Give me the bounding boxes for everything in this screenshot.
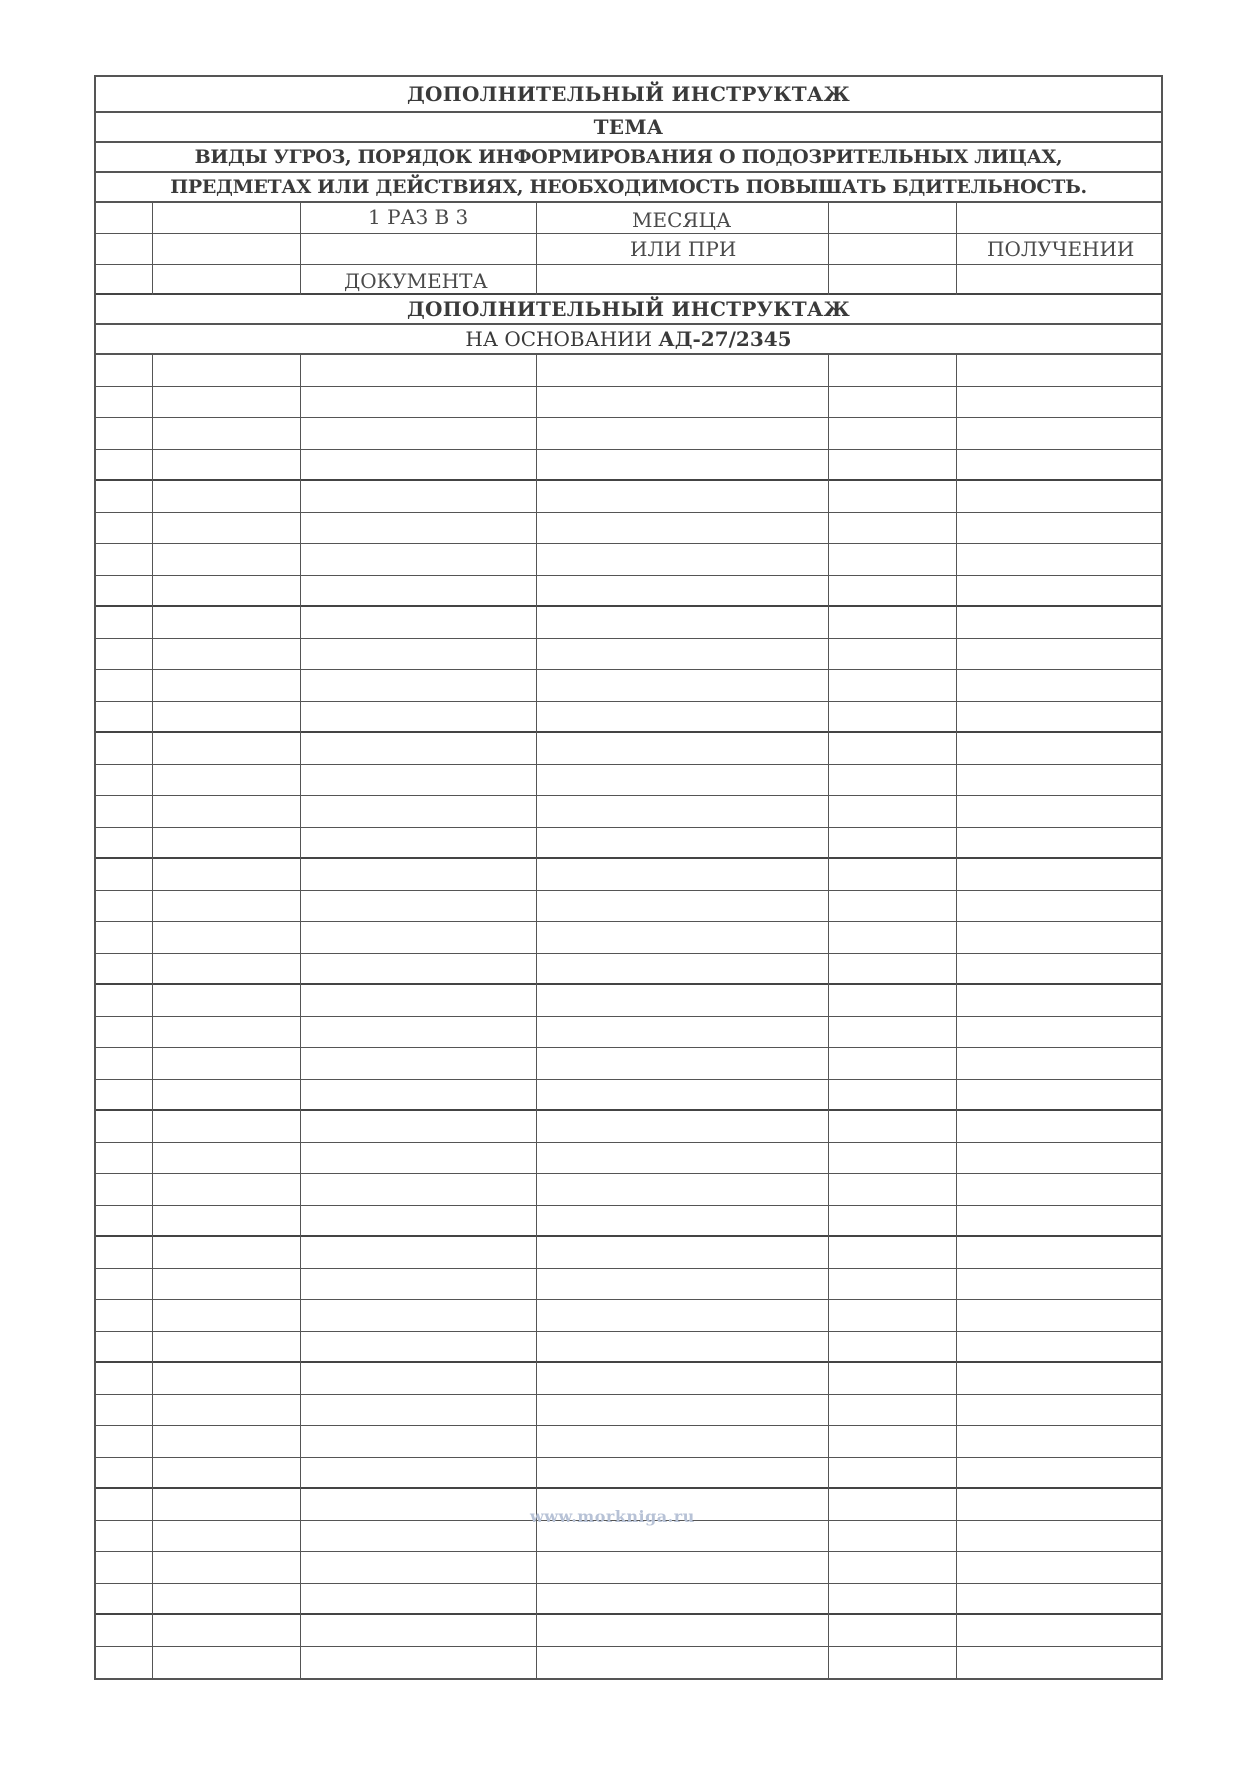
table-row (96, 418, 1161, 450)
table-row (96, 765, 1161, 797)
periodicity-text-1: 1 РАЗ В 3 (368, 205, 469, 229)
table-row (96, 1048, 1161, 1080)
table-row (96, 576, 1161, 608)
basis-prefix: НА ОСНОВАНИИ (465, 327, 653, 351)
table-row (96, 1363, 1161, 1395)
table-row (96, 670, 1161, 702)
watermark: www.morkniga.ru (530, 1507, 695, 1526)
periodicity-text-4: ПОЛУЧЕНИИ (987, 237, 1135, 261)
table-row (96, 1458, 1161, 1490)
periodicity-text-3: ИЛИ ПРИ (630, 237, 737, 261)
table-row (96, 1206, 1161, 1238)
table-row (96, 1237, 1161, 1269)
table-row (96, 1111, 1161, 1143)
table-row (96, 922, 1161, 954)
table-row (96, 1017, 1161, 1049)
table-row (96, 796, 1161, 828)
topic-line-1: ВИДЫ УГРОЗ, ПОРЯДОК ИНФОРМИРОВАНИЯ О ПОДОЗРИТЕЛЬНЫХ ЛИЦАХ, (96, 143, 1161, 173)
table-row (96, 1395, 1161, 1427)
table-row (96, 828, 1161, 860)
topic-label: ТЕМА (96, 113, 1161, 143)
table-row (96, 1080, 1161, 1112)
table-row (96, 1615, 1161, 1647)
table-row (96, 1332, 1161, 1364)
table-row (96, 481, 1161, 513)
periodicity-text-5: ДОКУМЕНТА (344, 269, 488, 293)
periodicity-row-1 (96, 203, 1161, 234)
table-row (96, 1647, 1161, 1679)
table-row (96, 702, 1161, 734)
basis-code: АД-27/2345 (658, 327, 792, 351)
table-row (96, 387, 1161, 419)
table-row (96, 1584, 1161, 1616)
table-row (96, 1174, 1161, 1206)
table-row (96, 891, 1161, 923)
table-row (96, 733, 1161, 765)
basis-line (96, 325, 1161, 355)
table-row (96, 1552, 1161, 1584)
form-title: ДОПОЛНИТЕЛЬНЫЙ ИНСТРУКТАЖ (96, 77, 1161, 113)
table-row (96, 985, 1161, 1017)
topic-line-2: ПРЕДМЕТАХ ИЛИ ДЕЙСТВИЯХ, НЕОБХОДИМОСТЬ ПОВЫШАТЬ БДИТЕЛЬНОСТЬ. (96, 173, 1161, 203)
form-title-2: ДОПОЛНИТЕЛЬНЫЙ ИНСТРУКТАЖ (96, 295, 1161, 325)
periodicity-text-2: МЕСЯЦА (632, 208, 732, 232)
instruction-journal-page (94, 75, 1163, 1680)
table-row (96, 859, 1161, 891)
table-row (96, 450, 1161, 482)
table-row (96, 513, 1161, 545)
table-row (96, 639, 1161, 671)
table-row (96, 607, 1161, 639)
table-row (96, 1269, 1161, 1301)
table-row (96, 544, 1161, 576)
table-row (96, 355, 1161, 387)
table-row (96, 1426, 1161, 1458)
table-row (96, 1143, 1161, 1175)
table-row (96, 1300, 1161, 1332)
table-row (96, 954, 1161, 986)
periodicity-row-3 (96, 265, 1161, 295)
